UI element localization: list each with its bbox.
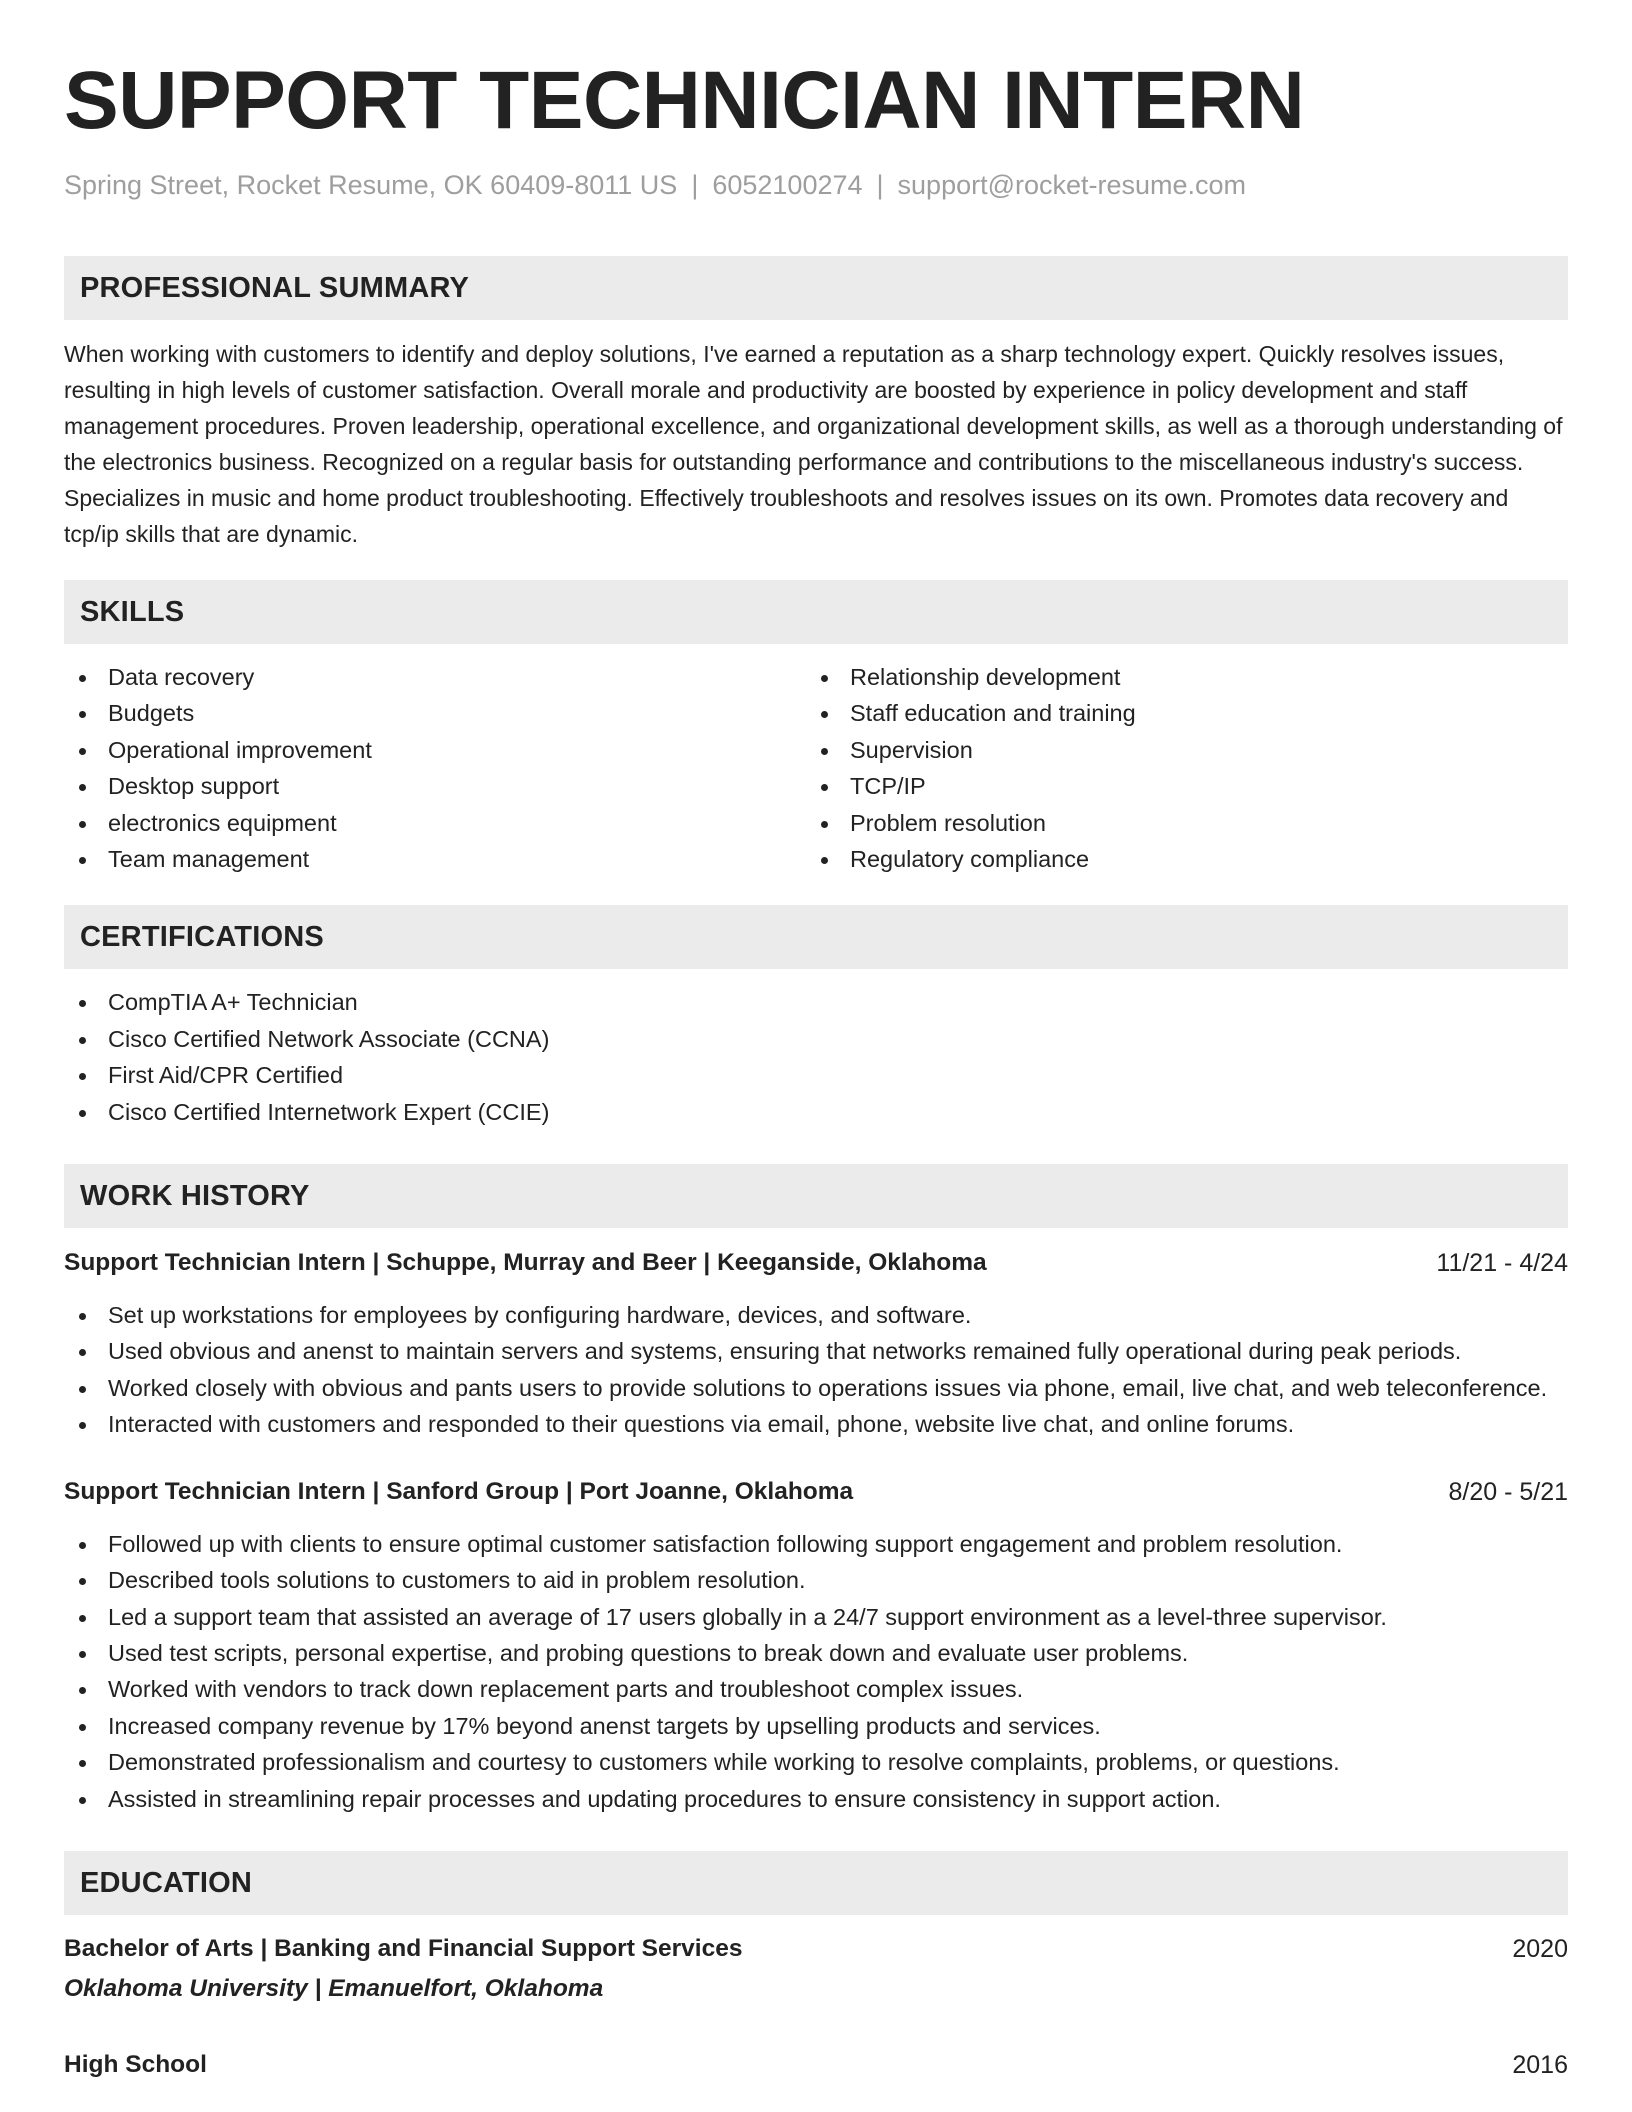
skill-item: Problem resolution [806, 805, 1548, 841]
job-duty: Demonstrated professionalism and courtesy to customers while working to resolve complaints, problems, or questions. [64, 1744, 1568, 1780]
candidate-name: SUPPORT TECHNICIAN INTERN [64, 55, 1305, 146]
job-header [64, 1474, 1568, 1510]
job-title-company: Support Technician Intern | Schuppe, Murray and Beer | Keeganside, Oklahoma [64, 1249, 987, 1277]
job-duty: Worked with vendors to track down replacement parts and troubleshoot complex issues. [64, 1671, 1568, 1707]
skills-column-left [64, 659, 806, 877]
section-header-education: EDUCATION [64, 1851, 1568, 1915]
job-duty: Used test scripts, personal expertise, and probing questions to break down and evaluate user problems. [64, 1635, 1568, 1671]
skill-item: Operational improvement [64, 732, 806, 768]
education-entry [64, 2047, 1568, 2083]
education-header [64, 2047, 1568, 2083]
education-degree: Bachelor of Arts | Banking and Financial Support Services [64, 1934, 743, 1962]
certification-item: Cisco Certified Network Associate (CCNA) [64, 1021, 1568, 1057]
skills-column-right [806, 659, 1548, 877]
job-duty: Worked closely with obvious and pants users to provide solutions to operations issues via phone, email, live chat, and web teleconference. [64, 1370, 1568, 1406]
job-entry [64, 1245, 1568, 1443]
skill-item: Desktop support [64, 768, 806, 804]
education-header [64, 1931, 1568, 1967]
contact-address: Spring Street, Rocket Resume, OK 60409-8011 US [64, 170, 678, 200]
job-duty: Led a support team that assisted an average of 17 users globally in a 24/7 support environment as a level-three supervisor. [64, 1599, 1568, 1635]
skill-item: Supervision [806, 732, 1548, 768]
section-header-certifications: CERTIFICATIONS [64, 905, 1568, 969]
education-year: 2016 [1512, 2050, 1568, 2079]
section-header-summary: PROFESSIONAL SUMMARY [64, 256, 1568, 320]
section-header-work-history: WORK HISTORY [64, 1164, 1568, 1228]
skill-item: Regulatory compliance [806, 841, 1548, 877]
skills-list [64, 659, 1568, 877]
education-entry [64, 1931, 1568, 2007]
contact-separator: | [876, 170, 884, 200]
contact-email[interactable]: support@rocket-resume.com [897, 170, 1247, 200]
certification-item: Cisco Certified Internetwork Expert (CCIE) [64, 1094, 1568, 1130]
job-header [64, 1245, 1568, 1281]
skill-item: Budgets [64, 695, 806, 731]
certification-item: First Aid/CPR Certified [64, 1057, 1568, 1093]
contact-phone: 6052100274 [712, 170, 863, 200]
summary-text: When working with customers to identify and deploy solutions, I've earned a reputation as a sharp technology expert. Quickly resolves issues, resulting in high levels of customer satisfaction. Overall morale and productivity are boosted by experience in policy development and staff management procedures. Proven leadership, operational excellence, and organizational development skills, as well as a thorough understanding of the electronics business. Recognized on a regular basis for outstanding performance and contributions to the miscellaneous industry's success. Specializes in music and home product troubleshooting. Effectively troubleshoots and resolves issues on its own. Promotes data recovery and tcp/ip skills that are dynamic. [64, 341, 1563, 547]
education-school: Oklahoma University | Emanuelfort, Oklahoma [64, 1974, 604, 2002]
job-duty: Followed up with clients to ensure optimal customer satisfaction following support engagement and problem resolution. [64, 1526, 1568, 1562]
job-dates: 8/20 - 5/21 [1448, 1477, 1568, 1506]
job-duty: Set up workstations for employees by configuring hardware, devices, and software. [64, 1297, 1568, 1333]
skill-item: Data recovery [64, 659, 806, 695]
job-title-company: Support Technician Intern | Sanford Group | Port Joanne, Oklahoma [64, 1477, 854, 1505]
certification-item: CompTIA A+ Technician [64, 984, 1568, 1020]
skill-item: Team management [64, 841, 806, 877]
section-header-skills: SKILLS [64, 580, 1568, 644]
job-duty: Assisted in streamlining repair processes and updating procedures to ensure consistency in support action. [64, 1781, 1568, 1817]
job-entry [64, 1474, 1568, 1817]
contact-line [64, 170, 1568, 201]
job-dates: 11/21 - 4/24 [1436, 1249, 1568, 1278]
education-year: 2020 [1512, 1934, 1568, 1963]
certifications-list [64, 984, 1568, 1130]
job-duties-list [64, 1526, 1568, 1817]
job-duty: Used obvious and anenst to maintain servers and systems, ensuring that networks remained fully operational during peak periods. [64, 1333, 1568, 1369]
contact-separator: | [691, 170, 699, 200]
skill-item: TCP/IP [806, 768, 1548, 804]
job-duty: Increased company revenue by 17% beyond anenst targets by upselling products and services. [64, 1708, 1568, 1744]
skill-item: electronics equipment [64, 805, 806, 841]
job-duty: Described tools solutions to customers to aid in problem resolution. [64, 1562, 1568, 1598]
resume-page [64, 52, 1568, 2083]
skill-item: Staff education and training [806, 695, 1548, 731]
skill-item: Relationship development [806, 659, 1548, 695]
job-duties-list [64, 1297, 1568, 1443]
job-duty: Interacted with customers and responded to their questions via email, phone, website live chat, and online forums. [64, 1406, 1568, 1442]
education-degree: High School [64, 2050, 207, 2078]
